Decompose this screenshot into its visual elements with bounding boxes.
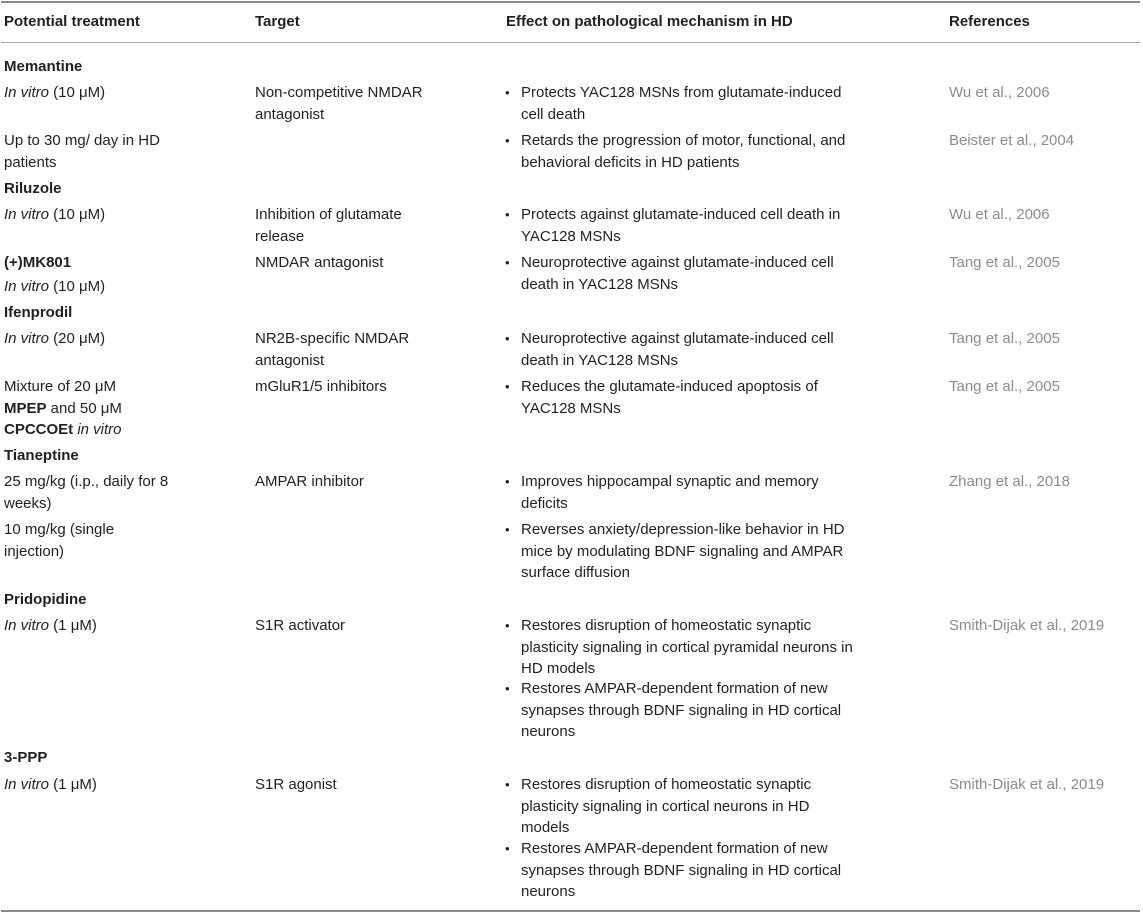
- riluzole-dose: In vitro (10 μM): [4, 206, 106, 223]
- ppp-ref: Smith-Dijak et al., 2019: [949, 776, 1105, 793]
- section-pridopidine: Pridopidine: [4, 591, 87, 608]
- tianeptine-effect-2: • Reverses anxiety/depression-like behavior in HD mice by modulating BDNF signaling and AMPAR surface diffusion: [505, 521, 845, 581]
- ifenprodil-dose: In vitro (20 μM): [4, 330, 106, 347]
- section-mk801: (+)MK801: [4, 254, 72, 271]
- ppp-dose: In vitro (1 μM): [4, 776, 97, 793]
- section-memantine: Memantine: [4, 58, 83, 75]
- riluzole-ref: Wu et al., 2006: [949, 206, 1050, 223]
- ppp-effect-1: • Restores disruption of homeostatic synaptic plasticity signaling in cortical neurons in HD models: [505, 776, 812, 836]
- memantine-effect-2: • Retards the progression of motor, functional, and behavioral deficits in HD patients: [505, 132, 846, 171]
- table-top-rule: [1, 1, 1140, 3]
- tianeptine-dose-2: 10 mg/kg (single injection): [4, 521, 115, 560]
- mglur-effect: • Reduces the glutamate-induced apoptosis of YAC128 MSNs: [505, 378, 818, 417]
- section-riluzole: Riluzole: [4, 180, 62, 197]
- riluzole-effect: • Protects against glutamate-induced cell death in YAC128 MSNs: [505, 206, 841, 245]
- pridopidine-effect-1: • Restores disruption of homeostatic synaptic plasticity signaling in cortical pyramidal neurons in HD models: [505, 617, 853, 677]
- pridopidine-ref: Smith-Dijak et al., 2019: [949, 617, 1105, 634]
- tianeptine-dose-1: 25 mg/kg (i.p., daily for 8 weeks): [4, 473, 169, 512]
- mglur-target: mGluR1/5 inhibitors: [255, 378, 387, 395]
- memantine-effect-1: • Protects YAC128 MSNs from glutamate-induced cell death: [505, 84, 842, 123]
- memantine-dose-2: Up to 30 mg/ day in HD patients: [4, 132, 160, 171]
- ifenprodil-ref: Tang et al., 2005: [949, 330, 1060, 347]
- header-effect: Effect on pathological mechanism in HD: [506, 13, 793, 30]
- mk801-ref: Tang et al., 2005: [949, 254, 1060, 271]
- mk801-target: NMDAR antagonist: [255, 254, 384, 271]
- header-references: References: [949, 13, 1030, 30]
- ifenprodil-target: NR2B-specific NMDAR antagonist: [255, 330, 410, 369]
- riluzole-target: Inhibition of glutamate release: [255, 206, 402, 245]
- mk801-dose: In vitro (10 μM): [4, 278, 106, 295]
- section-3-ppp: 3-PPP: [4, 749, 48, 766]
- tianeptine-effect-1: • Improves hippocampal synaptic and memory deficits: [505, 473, 819, 512]
- ppp-effect-2: • Restores AMPAR-dependent formation of new synapses through BDNF signaling in HD cortical neurons: [505, 840, 842, 900]
- section-ifenprodil: Ifenprodil: [4, 304, 73, 321]
- section-tianeptine: Tianeptine: [4, 447, 79, 464]
- tianeptine-target: AMPAR inhibitor: [255, 473, 364, 490]
- mglur-ref: Tang et al., 2005: [949, 378, 1060, 395]
- header-target: Target: [255, 13, 300, 30]
- memantine-ref-2: Beister et al., 2004: [949, 132, 1075, 149]
- tianeptine-ref: Zhang et al., 2018: [949, 473, 1070, 490]
- pridopidine-target: S1R activator: [255, 617, 346, 634]
- memantine-dose-1: In vitro (10 μM): [4, 84, 106, 101]
- header-treatment: Potential treatment: [4, 13, 140, 30]
- ppp-target: S1R agonist: [255, 776, 337, 793]
- header-rule: [1, 42, 1140, 43]
- mk801-effect: • Neuroprotective against glutamate-induced cell death in YAC128 MSNs: [505, 254, 834, 293]
- pridopidine-dose: In vitro (1 μM): [4, 617, 97, 634]
- ifenprodil-effect: • Neuroprotective against glutamate-induced cell death in YAC128 MSNs: [505, 330, 834, 369]
- memantine-target: Non-competitive NMDAR antagonist: [255, 84, 423, 123]
- table-bottom-rule: [1, 910, 1140, 912]
- mglur-dose: Mixture of 20 μM MPEP and 50 μM CPCCOEt in vitro: [4, 378, 122, 438]
- memantine-ref-1: Wu et al., 2006: [949, 84, 1050, 101]
- pridopidine-effect-2: • Restores AMPAR-dependent formation of new synapses through BDNF signaling in HD cortical neurons: [505, 680, 842, 740]
